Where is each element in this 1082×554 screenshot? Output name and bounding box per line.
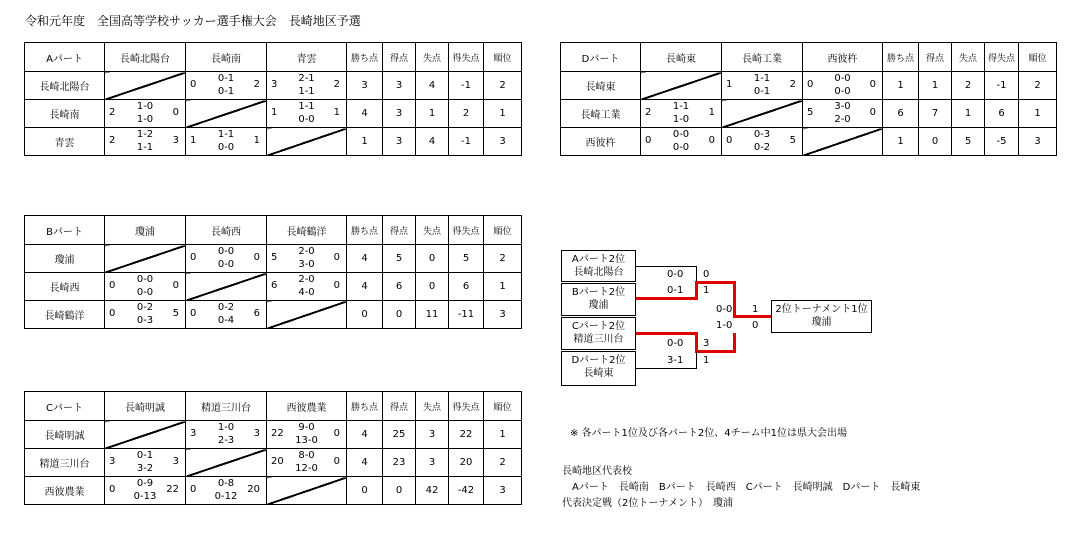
match-goals-for: 2: [109, 107, 116, 118]
stat-cell: 1: [484, 100, 522, 128]
match-goals-for: 3: [109, 456, 116, 467]
stat-header: 得失点: [449, 392, 484, 421]
stat-cell: 5: [449, 245, 484, 273]
match-goals-against: 0: [333, 252, 340, 263]
match-second-half: 0-3: [136, 315, 154, 326]
col-team-header: 長崎明誠: [105, 392, 186, 421]
match-goals-against: 6: [253, 308, 260, 319]
match-first-half: 2-1: [298, 73, 315, 84]
diagonal-cell: [267, 301, 347, 329]
col-team-header: 瓊浦: [105, 216, 186, 245]
match-second-half: 0-0: [298, 114, 315, 125]
stat-cell: 4: [416, 128, 449, 156]
match-second-half: 3-0: [298, 259, 315, 270]
match-goals-for: 0: [190, 484, 197, 495]
match-cell: [803, 72, 883, 100]
stat-cell: 1: [484, 273, 522, 301]
match-goals-against: 2: [333, 79, 340, 90]
qualification-note: ※ 各パート1位及び各パート2位、4チーム中1位は県大会出場: [570, 428, 848, 439]
match-first-half: 0-8: [217, 478, 235, 489]
match-goals-against: 1: [333, 107, 340, 118]
stat-header: 順位: [484, 216, 522, 245]
stat-cell: 7: [919, 100, 952, 128]
match-cell: [267, 72, 347, 100]
stat-cell: 6: [985, 100, 1019, 128]
m2-score1: 0-0: [667, 338, 684, 349]
match-goals-for: 0: [726, 135, 733, 146]
diagonal-cell: [105, 72, 186, 100]
stat-header: 勝ち点: [347, 392, 383, 421]
stat-cell: 2: [484, 72, 522, 100]
stat-cell: 6: [883, 100, 919, 128]
match-cell: [105, 477, 186, 505]
stat-cell: 2: [484, 449, 522, 477]
match-first-half: 0-0: [217, 246, 235, 257]
match-first-half: 0-2: [136, 302, 154, 313]
match-goals-for: 2: [109, 135, 116, 146]
match-cell: [105, 128, 186, 156]
match-second-half: 0-0: [217, 142, 235, 153]
stat-cell: 4: [347, 421, 383, 449]
stat-header: 勝ち点: [347, 43, 383, 72]
bracket-winner-title: 2位トーナメント1位: [775, 304, 868, 315]
match-goals-against: 5: [172, 308, 179, 319]
stat-header: 失点: [416, 392, 449, 421]
group-label: Bパート: [25, 216, 105, 245]
match-second-half: 0-1: [753, 86, 771, 97]
match-goals-against: 3: [253, 428, 260, 439]
match-cell: [267, 245, 347, 273]
representatives-line: Aパート 長崎南 Bパート 長崎西 Cパート 長崎明誠 Dパート 長崎東: [572, 482, 921, 493]
stat-cell: 0: [383, 477, 416, 505]
match-cell: [105, 100, 186, 128]
page-title: 令和元年度 全国高等学校サッカー選手権大会 長崎地区予選: [25, 14, 361, 28]
match-goals-against: 0: [172, 280, 179, 291]
row-team-name: 瓊浦: [25, 245, 105, 273]
match-goals-against: 20: [247, 484, 260, 495]
match-cell: [186, 245, 267, 273]
diagonal-cell: [105, 245, 186, 273]
stat-cell: 1: [416, 100, 449, 128]
bracket-line: [696, 352, 697, 369]
row-team-name: 長崎工業: [561, 100, 641, 128]
representatives-final: 代表決定戦（2位トーナメント） 瓊浦: [562, 498, 733, 509]
stat-header: 順位: [1019, 43, 1057, 72]
stat-header: 失点: [952, 43, 985, 72]
bracket-winner-line: [695, 350, 736, 353]
m1-score1: 0-0: [667, 269, 684, 280]
stat-header: 失点: [416, 216, 449, 245]
stat-cell: 1: [919, 72, 952, 100]
match-goals-against: 2: [789, 79, 796, 90]
diagonal-cell: [186, 273, 267, 301]
group-label: Cパート: [25, 392, 105, 421]
match-goals-against: 5: [789, 135, 796, 146]
diagonal-cell: [267, 128, 347, 156]
stat-cell: -11: [449, 301, 484, 329]
m1-score2: 0-1: [667, 285, 684, 296]
row-team-name: 長崎鶴洋: [25, 301, 105, 329]
stat-cell: -1: [449, 128, 484, 156]
stat-cell: 20: [449, 449, 484, 477]
row-team-name: 西彼杵: [561, 128, 641, 156]
match-cell: [641, 100, 722, 128]
match-second-half: 0-2: [753, 142, 771, 153]
diagonal-cell: [186, 449, 267, 477]
bracket-winner-line: [733, 333, 736, 353]
stat-cell: 1: [952, 100, 985, 128]
match-goals-against: 1: [253, 135, 260, 146]
diagonal-cell: [267, 477, 347, 505]
match-first-half: 9-0: [298, 422, 315, 433]
match-goals-against: 0: [172, 107, 179, 118]
bracket-entry-d: [561, 351, 636, 386]
match-cell: [186, 72, 267, 100]
stat-cell: 4: [347, 449, 383, 477]
stat-cell: 3: [383, 72, 416, 100]
match-second-half: 13-0: [295, 435, 318, 446]
match-cell: [105, 301, 186, 329]
stat-header: 順位: [484, 392, 522, 421]
col-team-header: 西彼農業: [267, 392, 347, 421]
stat-header: 得失点: [449, 43, 484, 72]
match-goals-for: 20: [271, 456, 284, 467]
col-team-header: 長崎西: [186, 216, 267, 245]
stat-cell: 2: [952, 72, 985, 100]
col-team-header: 長崎南: [186, 43, 267, 72]
match-goals-against: 0: [253, 252, 260, 263]
match-first-half: 0-9: [136, 478, 154, 489]
stat-cell: 3: [347, 72, 383, 100]
stat-cell: 0: [416, 273, 449, 301]
match-cell: [267, 421, 347, 449]
stat-cell: 4: [347, 100, 383, 128]
col-team-header: 長崎東: [641, 43, 722, 72]
stat-cell: 6: [449, 273, 484, 301]
stat-cell: -1: [985, 72, 1019, 100]
diagonal-cell: [186, 100, 267, 128]
match-goals-against: 0: [333, 456, 340, 467]
group-c-table: [24, 391, 522, 505]
col-team-header: 精道三川台: [186, 392, 267, 421]
match-goals-for: 0: [190, 308, 197, 319]
bracket-line: [696, 266, 697, 282]
stat-cell: 1: [883, 72, 919, 100]
match-second-half: 0-12: [214, 491, 238, 502]
match-goals-for: 1: [726, 79, 733, 90]
match-goals-against: 3: [172, 135, 179, 146]
row-team-name: 長崎南: [25, 100, 105, 128]
match-first-half: 0-1: [217, 73, 235, 84]
match-second-half: 0-0: [136, 287, 154, 298]
bracket-line: [636, 368, 697, 369]
bracket-line: [636, 266, 696, 267]
col-team-header: 長崎工業: [722, 43, 803, 72]
match-goals-against: 0: [333, 428, 340, 439]
match-first-half: 0-0: [136, 274, 154, 285]
row-team-name: 長崎北陽台: [25, 72, 105, 100]
stat-cell: 3: [383, 100, 416, 128]
stat-header: 得点: [383, 392, 416, 421]
group-label: Aパート: [25, 43, 105, 72]
match-second-half: 0-0: [834, 86, 851, 97]
row-team-name: 精道三川台: [25, 449, 105, 477]
match-second-half: 1-0: [672, 114, 690, 125]
stat-cell: -42: [449, 477, 484, 505]
col-team-header: 青雲: [267, 43, 347, 72]
match-goals-against: 0: [708, 135, 715, 146]
match-goals-for: 3: [271, 79, 278, 90]
row-team-name: 長崎明誠: [25, 421, 105, 449]
stat-cell: 6: [383, 273, 416, 301]
match-first-half: 1-2: [136, 129, 154, 140]
match-goals-against: 1: [708, 107, 715, 118]
match-first-half: 0-0: [834, 73, 851, 84]
m1-w2: 1: [703, 285, 710, 296]
stat-cell: 3: [1019, 128, 1057, 156]
final-w2: 0: [752, 320, 759, 331]
match-goals-for: 1: [190, 135, 197, 146]
bracket-entry-b-label: Bパート2位 瓊浦: [571, 287, 626, 311]
final-score2: 1-0: [716, 320, 733, 331]
stat-cell: 3: [416, 421, 449, 449]
match-goals-for: 0: [807, 79, 814, 90]
bracket-entry-a: [561, 250, 636, 282]
bracket-entry-d-label: Dパート2位 長崎東: [571, 355, 626, 379]
stat-cell: 4: [416, 72, 449, 100]
stat-cell: 42: [416, 477, 449, 505]
match-cell: [186, 128, 267, 156]
match-first-half: 0-1: [136, 450, 154, 461]
match-cell: [722, 72, 803, 100]
bracket-entry-b: [561, 283, 636, 316]
match-second-half: 1-1: [136, 142, 154, 153]
match-cell: [105, 273, 186, 301]
stat-cell: 3: [484, 301, 522, 329]
match-cell: [267, 449, 347, 477]
match-first-half: 1-0: [136, 101, 154, 112]
match-second-half: 1-1: [298, 86, 315, 97]
stat-header: 失点: [416, 43, 449, 72]
match-first-half: 3-0: [834, 101, 851, 112]
group-label: Dパート: [561, 43, 641, 72]
match-cell: [267, 100, 347, 128]
stat-cell: 0: [347, 301, 383, 329]
m2-score2: 3-1: [667, 355, 684, 366]
stat-cell: 1: [484, 421, 522, 449]
bracket-winner-box: [771, 300, 872, 333]
row-team-name: 長崎西: [25, 273, 105, 301]
match-second-half: 1-0: [136, 114, 154, 125]
match-second-half: 0-0: [217, 259, 235, 270]
stat-cell: 0: [416, 245, 449, 273]
stat-cell: 5: [952, 128, 985, 156]
match-first-half: 1-1: [753, 73, 771, 84]
match-goals-for: 0: [645, 135, 652, 146]
diagonal-cell: [722, 100, 803, 128]
match-goals-against: 0: [333, 280, 340, 291]
match-goals-against: 0: [869, 107, 876, 118]
representatives-title: 長崎地区代表校: [562, 466, 632, 477]
stat-cell: 3: [484, 477, 522, 505]
bracket-winner-line: [733, 281, 736, 318]
final-w1: 1: [752, 304, 759, 315]
match-goals-against: 0: [869, 79, 876, 90]
match-first-half: 0-3: [753, 129, 771, 140]
match-goals-for: 5: [271, 252, 278, 263]
final-score1: 0-0: [716, 304, 733, 315]
match-second-half: 0-1: [217, 86, 235, 97]
match-cell: [186, 477, 267, 505]
match-goals-for: 0: [109, 308, 116, 319]
stat-cell: 3: [416, 449, 449, 477]
group-b-table: [24, 215, 522, 329]
match-goals-for: 0: [190, 252, 197, 263]
match-first-half: 8-0: [298, 450, 315, 461]
match-second-half: 3-2: [136, 463, 154, 474]
stat-cell: 2: [1019, 72, 1057, 100]
match-first-half: 1-1: [672, 101, 690, 112]
stat-header: 順位: [484, 43, 522, 72]
stat-header: 得点: [383, 216, 416, 245]
m1-w1: 0: [703, 269, 710, 280]
match-first-half: 0-0: [672, 129, 690, 140]
match-first-half: 0-2: [217, 302, 235, 313]
group-d-table: [560, 42, 1057, 156]
stat-cell: 1: [347, 128, 383, 156]
match-goals-for: 0: [190, 79, 197, 90]
row-team-name: 青雲: [25, 128, 105, 156]
match-goals-for: 3: [190, 428, 197, 439]
match-cell: [267, 273, 347, 301]
match-first-half: 1-1: [217, 129, 235, 140]
match-goals-for: 5: [807, 107, 814, 118]
bracket-winner-line: [695, 332, 698, 352]
stat-cell: 0: [383, 301, 416, 329]
col-team-header: 西彼杵: [803, 43, 883, 72]
col-team-header: 長崎鶴洋: [267, 216, 347, 245]
stat-header: 勝ち点: [347, 216, 383, 245]
match-second-half: 0-13: [133, 491, 157, 502]
match-first-half: 1-0: [217, 422, 235, 433]
match-goals-for: 6: [271, 280, 278, 291]
stat-header: 得失点: [449, 216, 484, 245]
match-goals-for: 0: [109, 484, 116, 495]
stat-cell: -5: [985, 128, 1019, 156]
stat-cell: 1: [1019, 100, 1057, 128]
match-cell: [186, 301, 267, 329]
stat-cell: 22: [449, 421, 484, 449]
stat-cell: -1: [449, 72, 484, 100]
match-goals-against: 22: [166, 484, 179, 495]
match-goals-against: 3: [172, 456, 179, 467]
row-team-name: 西彼農業: [25, 477, 105, 505]
match-goals-for: 2: [645, 107, 652, 118]
match-goals-for: 0: [109, 280, 116, 291]
bracket-winner-line: [695, 281, 736, 284]
match-cell: [105, 449, 186, 477]
row-team-name: 長崎東: [561, 72, 641, 100]
match-cell: [641, 128, 722, 156]
stat-cell: 11: [416, 301, 449, 329]
diagonal-cell: [105, 421, 186, 449]
match-second-half: 0-4: [217, 315, 235, 326]
stat-cell: 3: [484, 128, 522, 156]
stat-cell: 3: [383, 128, 416, 156]
match-goals-against: 2: [253, 79, 260, 90]
match-goals-for: 1: [271, 107, 278, 118]
stat-cell: 25: [383, 421, 416, 449]
stat-header: 得点: [919, 43, 952, 72]
stat-cell: 23: [383, 449, 416, 477]
stat-cell: 0: [919, 128, 952, 156]
bracket-entry-c: [561, 317, 636, 350]
match-cell: [186, 421, 267, 449]
match-second-half: 0-0: [672, 142, 690, 153]
match-cell: [722, 128, 803, 156]
m2-w1: 3: [703, 338, 710, 349]
match-cell: [803, 100, 883, 128]
bracket-entry-c-label: Cパート2位 精道三川台: [571, 321, 626, 345]
match-second-half: 12-0: [295, 463, 318, 474]
stat-header: 得点: [383, 43, 416, 72]
bracket-winner-team: 瓊浦: [811, 317, 832, 328]
match-second-half: 2-3: [217, 435, 235, 446]
stat-cell: 1: [883, 128, 919, 156]
stat-cell: 4: [347, 273, 383, 301]
bracket-entry-a-label: Aパート2位 長崎北陽台: [571, 254, 626, 278]
stat-cell: 5: [383, 245, 416, 273]
stat-cell: 2: [484, 245, 522, 273]
stat-header: 得失点: [985, 43, 1019, 72]
bracket-winner-line: [636, 332, 697, 335]
stat-header: 勝ち点: [883, 43, 919, 72]
stat-cell: 4: [347, 245, 383, 273]
stat-cell: 0: [347, 477, 383, 505]
match-first-half: 2-0: [298, 274, 315, 285]
col-team-header: 長崎北陽台: [105, 43, 186, 72]
match-goals-for: 22: [271, 428, 284, 439]
match-first-half: 2-0: [298, 246, 315, 257]
diagonal-cell: [641, 72, 722, 100]
m2-w2: 1: [703, 355, 710, 366]
group-a-table: [24, 42, 522, 156]
bracket-winner-line: [636, 297, 697, 300]
match-second-half: 4-0: [298, 287, 315, 298]
match-second-half: 2-0: [834, 114, 851, 125]
stat-cell: 2: [449, 100, 484, 128]
diagonal-cell: [803, 128, 883, 156]
match-first-half: 1-1: [298, 101, 315, 112]
